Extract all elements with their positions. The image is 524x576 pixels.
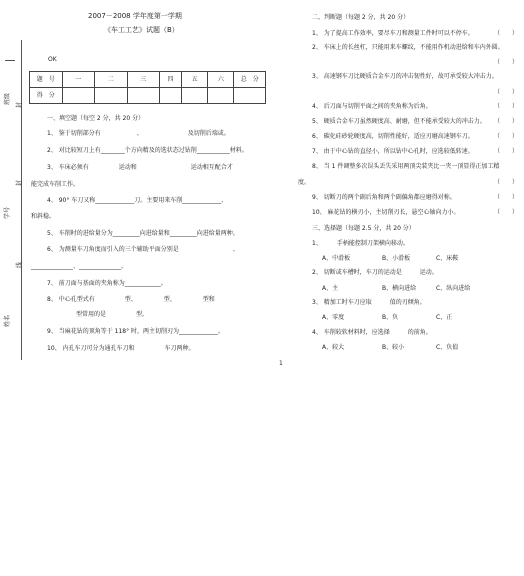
score-header-cell: 三 <box>127 72 160 88</box>
score-header-cell: 题 号 <box>30 72 63 88</box>
score-table <box>29 71 266 104</box>
fill-q8-cont: 型常用的是 型。 <box>76 311 149 318</box>
id-label: 学号 <box>4 206 12 220</box>
choice-q4-opt-c: C、负值 <box>436 344 459 351</box>
seal-mark: 封 <box>16 101 24 109</box>
fill-q10: 10、 内孔车刀可分为通孔车刀和 车刀两种。 <box>47 345 195 352</box>
binding-line <box>21 40 22 360</box>
score-label-cell: 得 分 <box>30 88 63 104</box>
fill-q4-cont: 和斜稳。 <box>31 213 56 220</box>
judge-q8: 8、 当 1 件调整多次误头丢失采用两顶尖装夹比一夹一顶显得正加工精 <box>312 163 500 170</box>
class-label: 班级 <box>4 92 12 106</box>
score-header-cell: 一 <box>62 72 95 88</box>
judge-q9: 9、 切断刀的两个副后角和两个副偏角都应磨得对称。 <box>312 194 456 201</box>
fill-q4: 4、 90° 车刀又称_____________刀。主要用来车削_____________、 <box>47 197 228 204</box>
name-label: 姓名 <box>4 314 12 328</box>
judge-q1: 1、 为了提高工作效率，要尽车刀和测量工件时可以不停车。 <box>312 30 474 37</box>
score-header-cell: 二 <box>95 72 128 88</box>
choice-q1: 1、 手柄能控制刀架横向移动。 <box>312 240 409 247</box>
fill-q1: 1、 鉴于切削部分有 、 及切削后端或。 <box>47 130 230 137</box>
judge-q9-paren: （ ） <box>494 194 519 201</box>
choice-q1-opt-b: B、小滑板 <box>382 255 411 262</box>
choice-q2-opt-c: C、纵向进给 <box>436 285 471 292</box>
seal-mark-2: 封 <box>16 179 24 187</box>
choice-q2-opt-a: A、主 <box>322 285 339 292</box>
score-cell <box>127 88 160 104</box>
judge-q10: 10、 麻花钻的横刃小，主切削刃长，悬空心轴向力小。 <box>312 209 460 216</box>
choice-q1-opt-a: A、中滑板 <box>322 255 351 262</box>
ok-mark: OK <box>48 56 57 63</box>
score-cell <box>160 88 182 104</box>
exam-title: 《车工工艺》试题（B） <box>104 26 179 34</box>
fill-q7: 7、 前刀面与基面的夹角称为____________。 <box>47 280 167 287</box>
judge-q2: 2、 车床上的长丝杠，只能用来车螺纹，不能用作机动进给和车内外圆。 <box>312 44 504 51</box>
judge-q4-paren: （ ） <box>494 103 519 110</box>
fill-q3: 3、 车床必须有 运动和 运动相互配合才 <box>47 164 233 171</box>
section3-heading: 三、选择题（每题 2.5 分，共 20 分） <box>312 225 415 232</box>
judge-q3: 3、 高速钢车刀比硬质合金车刀的冲击韧性好，故可承受较大冲击力。 <box>312 73 498 80</box>
score-cell <box>182 88 208 104</box>
score-header-cell: 六 <box>208 72 234 88</box>
score-header-cell: 四 <box>160 72 182 88</box>
choice-q1-opt-c: C、床鞍 <box>436 255 459 262</box>
score-cell <box>208 88 234 104</box>
score-table-score-row <box>30 88 266 104</box>
score-table-header-row <box>30 72 266 88</box>
judge-q5-paren: （ ） <box>494 118 519 125</box>
fill-q5: 5、 车削时的进给量分为_________向进给量和_________向进给量两种。 <box>47 230 239 237</box>
score-cell <box>95 88 128 104</box>
score-cell <box>62 88 95 104</box>
fill-q6: 6、 为测量车刀角度而引入的三个辅助平面分别是 、 <box>47 246 239 253</box>
choice-q2: 2、 切断或车槽时，车刀的运动是 运动。 <box>312 269 438 276</box>
choice-q4-opt-b: B、较小 <box>382 344 405 351</box>
choice-q3-opt-c: C、正 <box>436 314 453 321</box>
term-title: 2007－2008 学年度第一学期 <box>88 12 182 20</box>
choice-q4: 4、 车削较软材料时，应选择 的前角。 <box>312 329 432 336</box>
judge-q7-paren: （ ） <box>494 148 519 155</box>
choice-q3-opt-a: A、零度 <box>322 314 345 321</box>
fill-q9: 9、 当麻花钻的顶角等于 118° 时，两主切削刃为_____________。 <box>47 328 224 335</box>
judge-q5: 5、 硬质合金车刀虽然硬度高、耐磨，但不能承受较大的冲击力。 <box>312 118 486 125</box>
score-cell <box>234 88 266 104</box>
fill-q8: 8、 中心孔型式有 型、 型、 型和 <box>47 296 215 303</box>
choice-q2-opt-b: B、横向进给 <box>382 285 417 292</box>
choice-q4-opt-a: A、较大 <box>322 344 345 351</box>
line-mark: 线 <box>16 261 24 269</box>
section2-heading: 二、判断题（每题 2 分，共 20 分） <box>312 14 410 21</box>
judge-q10-paren: （ ） <box>494 209 519 216</box>
section1-heading: 一、填空题（每空 2 分，共 20 分） <box>47 115 145 122</box>
judge-q1-paren: （ ） <box>494 30 519 37</box>
fill-q6-cont: ______________、______________。 <box>31 263 128 270</box>
judge-q8-cont: 度。 <box>298 179 311 186</box>
judge-q4: 4、 后刀面与切削平面之间的夹角称为后角。 <box>312 103 432 110</box>
choice-q3: 3、 精加工时车刀应取 值的刃倾角。 <box>312 299 426 306</box>
page-number: 1 <box>279 360 283 367</box>
judge-q6: 6、 碳化硅砂轮硬度高，切削性能好，适应刃磨高速钢车刀。 <box>312 133 474 140</box>
judge-q8-paren: （ ） <box>494 179 519 186</box>
fill-q3-cont: 能完成车削工作。 <box>31 181 80 188</box>
judge-q7: 7、 由于中心钻的直径小，所以钻中心孔时，应选较低转速。 <box>312 148 474 155</box>
judge-q6-paren: （ ） <box>494 133 519 140</box>
choice-q3-opt-b: B、负 <box>382 314 399 321</box>
class-underline <box>5 60 15 61</box>
score-header-cell: 五 <box>182 72 208 88</box>
score-header-cell: 总 分 <box>234 72 266 88</box>
judge-q3-paren: （ ） <box>494 89 519 96</box>
judge-q2-paren: （ ） <box>494 59 519 66</box>
fill-q2: 2、 对比较短刀上有________个方向精及的选状态过钻削___________材料。 <box>47 147 248 154</box>
